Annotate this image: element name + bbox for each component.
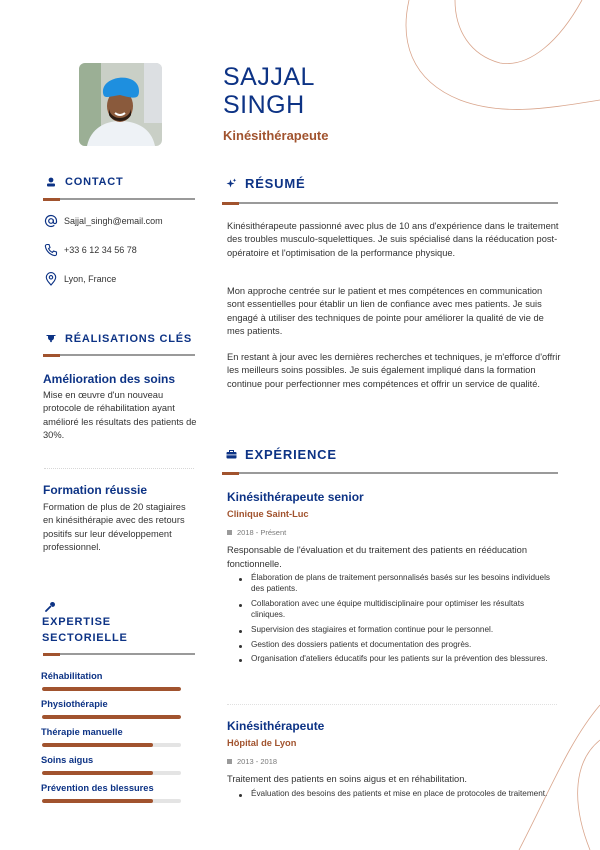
contact-divider (43, 198, 195, 200)
job-description: Responsable de l'évaluation et du traitement des patients en rééducation fonctionnelle. (227, 545, 527, 569)
trophy-icon (45, 333, 57, 345)
skill-level-fill (42, 743, 153, 747)
profile-photo (79, 63, 162, 146)
contact-email-text: Sajjal_singh@email.com (64, 216, 163, 226)
job-bullet: Collaboration avec une équipe multidisciplinaire pour optimiser les résultats cliniques. (238, 599, 556, 621)
achievements-divider (43, 354, 195, 356)
contact-email[interactable] (44, 214, 163, 228)
skill-level-bar (42, 715, 181, 719)
job-bullet: Gestion des dossiers patients et documentation des progrès. (238, 640, 556, 651)
calendar-icon (227, 759, 232, 764)
job-bullets (238, 573, 556, 669)
contact-heading (45, 176, 124, 188)
skill-label: Thérapie manuelle (41, 727, 123, 737)
job-dates-text: 2018 - Présent (237, 528, 287, 537)
summary-paragraph: Mon approche centrée sur le patient et mes compétences en communication sont essentielles pour établir un lien de confiance avec mes patients. Je suis engagé à utiliser des techniques de pointe pour améliorer la qualité de vie de mes patients. (227, 286, 544, 337)
sparkle-icon (225, 178, 237, 190)
expertise-heading-line2: SECTORIELLE (42, 632, 128, 644)
contact-phone[interactable] (44, 243, 137, 257)
job-bullets (238, 789, 556, 804)
job-bullet: Organisation d'ateliers éducatifs pour les patients sur la prévention des blessures. (238, 654, 556, 665)
job-title: Kinésithérapeute (227, 719, 325, 733)
phone-icon (44, 243, 58, 257)
briefcase-icon (225, 449, 237, 461)
achievement-description: Mise en œuvre d'un nouveau protocole de réhabilitation ayant amélioré les résultats des patients de 30%. (43, 390, 197, 441)
skill-level-bar (42, 771, 181, 775)
user-icon (45, 176, 57, 188)
expertise-heading (42, 614, 128, 646)
job-dates (227, 757, 277, 766)
summary-heading-text: RÉSUMÉ (245, 176, 306, 191)
skill-level-fill (42, 687, 181, 691)
job-dates (227, 528, 286, 537)
expertise-divider (43, 653, 195, 655)
summary-paragraph: En restant à jour avec les dernières recherches et techniques, je m'efforce d'offrir les meilleurs soins possibles. Je suis également impliqué dans la formation continue pour perfectionner mes compétences et offrir un service de qualité. (227, 352, 561, 389)
achievement-title: Formation réussie (43, 483, 148, 497)
skill-level-fill (42, 715, 181, 719)
at-icon (44, 214, 58, 228)
skill-label: Réhabilitation (41, 671, 103, 681)
skill-level-fill (42, 771, 153, 775)
contact-phone-text: +33 6 12 34 56 78 (64, 245, 137, 255)
job-separator (227, 704, 557, 705)
skill-label: Prévention des blessures (41, 783, 154, 793)
skill-label: Physiothérapie (41, 699, 108, 709)
job-company: Clinique Saint-Luc (227, 509, 309, 519)
name-last: SINGH (223, 91, 305, 119)
achievement-separator (44, 468, 194, 469)
job-bullet: Élaboration de plans de traitement personnalisés basés sur les besoins individuels des patients. (238, 573, 556, 595)
experience-heading-text: EXPÉRIENCE (245, 447, 337, 462)
skill-level-bar (42, 687, 181, 691)
calendar-icon (227, 530, 232, 535)
job-bullet: Supervision des stagiaires et formation continue pour le personnel. (238, 625, 556, 636)
expertise-heading-line1: EXPERTISE (42, 616, 111, 628)
candidate-name (223, 63, 315, 119)
location-pin-icon (44, 272, 58, 286)
summary-paragraph: Kinésithérapeute passionné avec plus de 10 ans d'expérience dans le traitement des troubles musculo-squelettiques. Je suis spécialisé dans la rééducation post-opératoire et l'optimisation de la performance physique. (227, 221, 559, 258)
summary-divider (222, 202, 558, 204)
skill-level-bar (42, 743, 181, 747)
achievement-description: Formation de plus de 20 stagiaires en kinésithérapie avec des retours positifs sur leur développement professionnel. (43, 502, 186, 553)
skill-level-bar (42, 799, 181, 803)
skill-level-fill (42, 799, 153, 803)
job-company: Hôpital de Lyon (227, 738, 297, 748)
name-first: SAJJAL (223, 63, 315, 91)
contact-heading-text: CONTACT (65, 176, 124, 188)
experience-heading (225, 447, 337, 462)
achievements-heading-text: RÉALISATIONS CLÉS (65, 333, 193, 345)
skill-label: Soins aigus (41, 755, 94, 765)
job-bullet: Évaluation des besoins des patients et mise en place de protocoles de traitement. (238, 789, 556, 800)
summary-heading (225, 176, 305, 191)
achievements-heading (45, 333, 192, 345)
contact-location-text: Lyon, France (64, 274, 117, 284)
job-title: Kinésithérapeute senior (227, 490, 364, 504)
wrench-icon (45, 599, 55, 609)
candidate-role: Kinésithérapeute (223, 128, 329, 143)
achievement-title: Amélioration des soins (43, 372, 176, 386)
experience-divider (222, 472, 558, 474)
contact-location (44, 272, 116, 286)
job-description: Traitement des patients en soins aigus et en réhabilitation. (227, 774, 467, 784)
job-dates-text: 2013 - 2018 (237, 757, 278, 766)
